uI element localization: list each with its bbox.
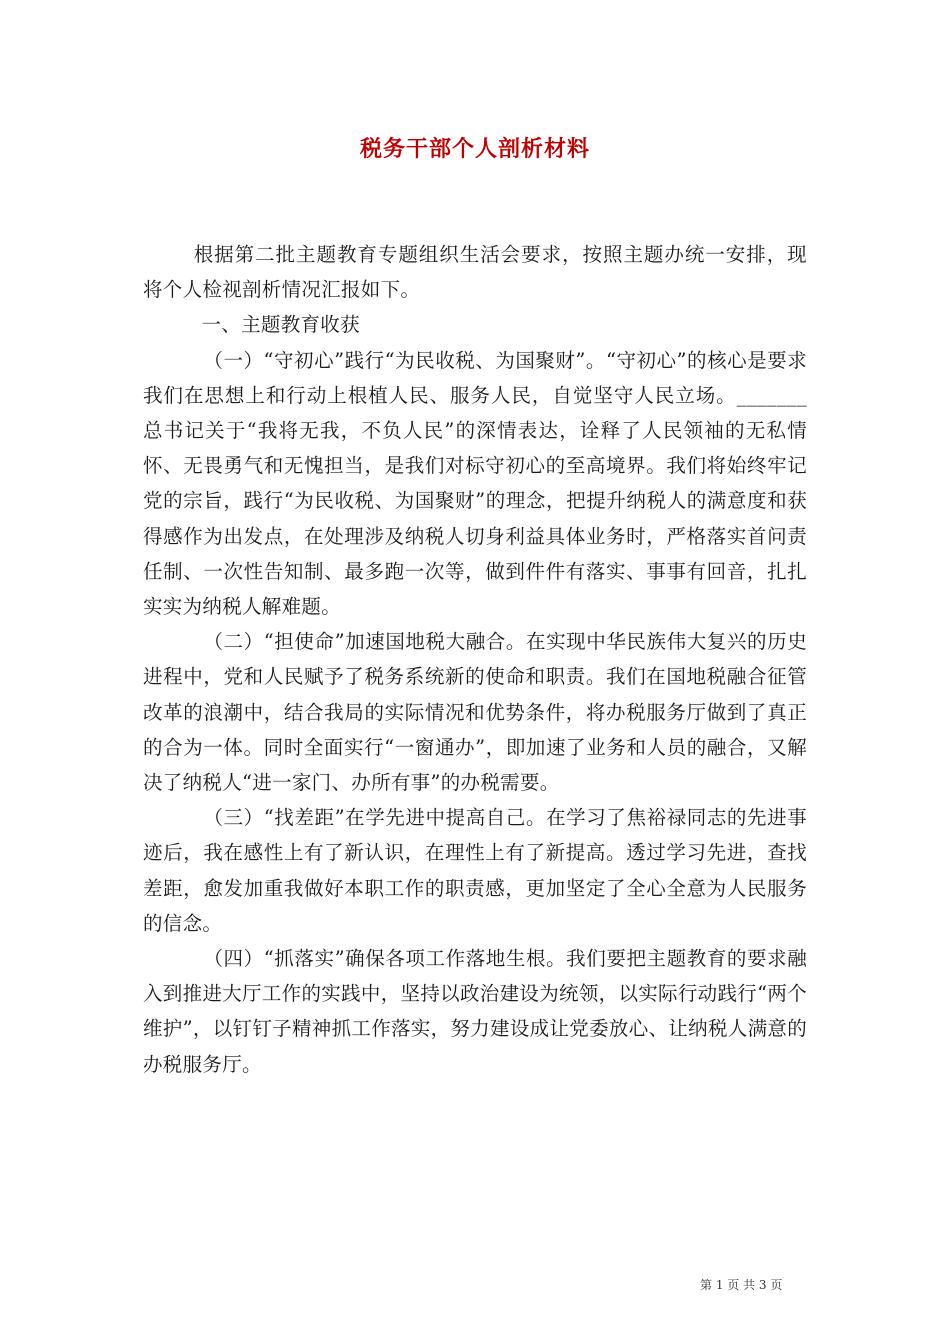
paragraph-1: （一）“守初心”践行“为民收税、为国聚财”。“守初心”的核心是要求我们在思想上和行动上根植人民、服务人民，自觉坚守人民立场。_______总书记关于“我将无我，不负人民”的深情表达，诠释了人民领袖的无私情怀、无畏勇气和无愧担当，是我们对标守初心的至高境界。我们将始终牢记党的宗旨，践行“为民收税、为国聚财”的理念，把提升纳税人的满意度和获得感作为出发点，在处理涉及纳税人切身利益具体业务时，严格落实首问责任制、一次性告知制、最多跑一次等，做到件件有落实、事事有回音，扎扎实实为纳税人解难题。 bbox=[143, 348, 807, 619]
paragraph-2: （二）“担使命”加速国地税大融合。在实现中华民族伟大复兴的历史进程中，党和人民赋予了税务系统新的使命和职责。我们在国地税融合征管改革的浪潮中，结合我局的实际情况和优势条件，将办税服务厅做到了真正的合为一体。同时全面实行“一窗通办”，即加速了业务和人员的融合，又解决了纳税人“进一家门、办所有事”的办税需要。 bbox=[143, 630, 807, 795]
paragraph-4: （四）“抓落实”确保各项工作落地生根。我们要把主题教育的要求融入到推进大厅工作的实践中，坚持以政治建设为统领，以实际行动践行“两个维护”，以钉钉子精神抓工作落实，努力建设成让党委放心、让纳税人满意的办税服务厅。 bbox=[143, 947, 807, 1076]
intro-paragraph: 根据第二批主题教育专题组织生活会要求，按照主题办统一安排，现将个人检视剖析情况汇报如下。 bbox=[143, 243, 807, 302]
document-body bbox=[143, 237, 807, 1082]
section-heading: 一、主题教育收获 bbox=[201, 313, 360, 337]
paragraph-3: （三）“找差距”在学先进中提高自己。在学习了焦裕禄同志的先进事迹后，我在感性上有了新认识，在理性上有了新提高。透过学习先进，查找差距，愈发加重我做好本职工作的职责感，更加坚定了全心全意为人民服务的信念。 bbox=[143, 806, 807, 935]
document-title: 税务干部个人剖析材料 bbox=[359, 136, 590, 162]
page-number: 第 1 页 共 3 页 bbox=[700, 1278, 783, 1292]
